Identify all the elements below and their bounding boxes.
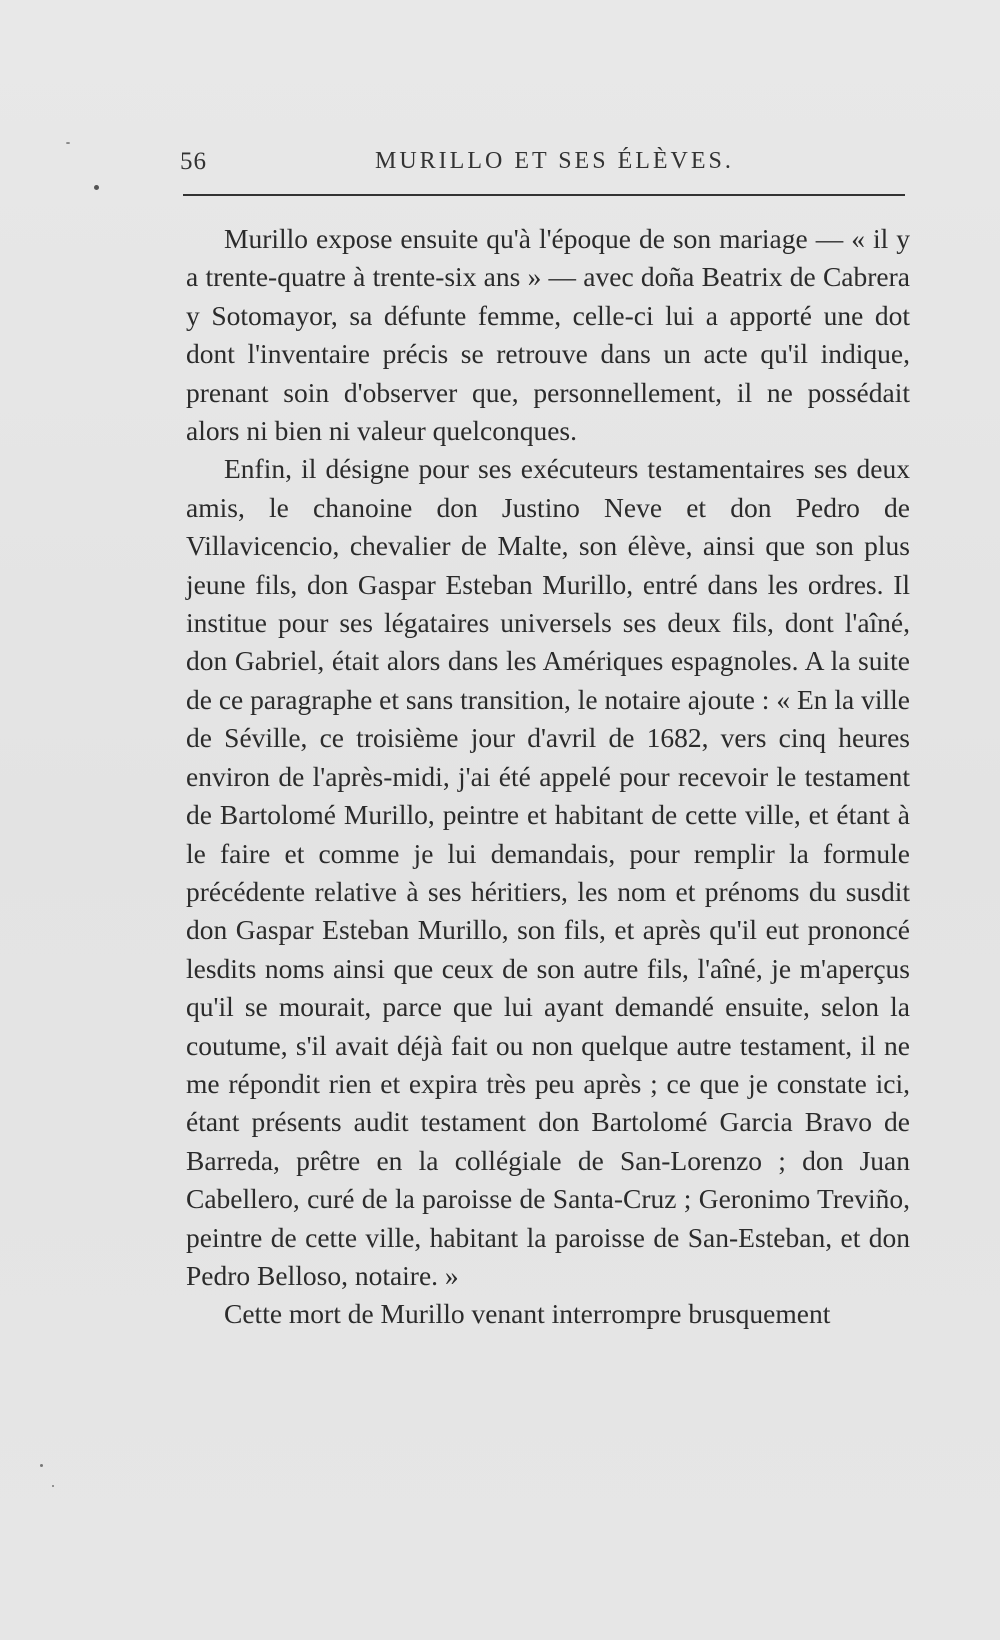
running-title: MURILLO ET SES ÉLÈVES. — [375, 148, 734, 174]
ink-speck — [94, 185, 99, 190]
ink-speck — [40, 1464, 43, 1467]
body-text — [186, 220, 910, 1334]
paragraph: Murillo expose ensuite qu'à l'époque de son mariage — « il y a trente-quatre à trente-six ans » — avec doña Beatrix de Cabrera y Sotomayor, sa défunte femme, celle-ci lui a apporté une dot dont l'inventaire précis se retrouve dans un acte qu'il indique, prenant soin d'observer que, personnellement, il ne possédait alors ni bien ni valeur quelconques. — [186, 223, 910, 447]
page-number: 56 — [180, 148, 207, 175]
ink-speck — [66, 142, 70, 144]
paragraph: Cette mort de Murillo venant interrompre brusquement — [224, 1298, 831, 1330]
ink-speck — [52, 1485, 54, 1487]
header-rule — [183, 194, 905, 196]
running-head — [180, 148, 906, 178]
paragraph: Enfin, il désigne pour ses exécuteurs testamentaires ses deux amis, le chanoine don Justino Neve et don Pedro de Villavicencio, chevalier de Malte, son élève, ainsi que son plus jeune fils, don Gaspar Esteban Murillo, entré dans les ordres. Il institue pour ses légataires universels ses deux fils, dont l'aîné, don Gabriel, était alors dans les Amériques espagnoles. A la suite de ce paragraphe et sans transition, le notaire ajoute : « En la ville de Séville, ce troisième jour d'avril de 1682, vers cinq heures environ de l'après-midi, j'ai été appelé pour recevoir le testament de Bartolomé Murillo, peintre et habitant de cette ville, et étant à le faire et comme je lui demandais, pour remplir la formule précédente relative à ses héritiers, les nom et prénoms du susdit don Gaspar Esteban Murillo, son fils, et après qu'il eut prononcé lesdits noms ainsi que ceux de son autre fils, l'aîné, je m'aperçus qu'il se mourait, parce que lui ayant demandé ensuite, selon la coutume, s'il avait déjà fait ou non quelque autre testament, il ne me répondit rien et expira très peu après ; ce que je constate ici, étant présents audit testament don Bartolomé Garcia Bravo de Barreda, prêtre en la collégiale de San-Lorenzo ; don Juan Cabellero, curé de la paroisse de Santa-Cruz ; Geronimo Treviño, peintre de cette ville, habitant la paroisse de San-Esteban, et don Pedro Belloso, notaire. » — [186, 453, 910, 1291]
